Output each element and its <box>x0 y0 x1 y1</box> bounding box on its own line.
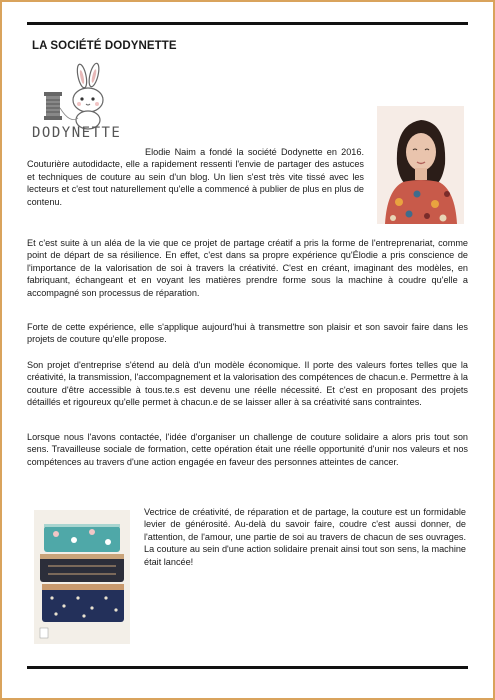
portrait-photo <box>377 106 464 224</box>
paragraph-generosity: Vectrice de créativité, de réparation et de partage, la couture est un formidable levier de générosité. Au-delà du savoir faire, coudre c'est aussi donner, de l'attention, de l'amour, une partie de soi au travers de chacun de ses ouvrages. La couture au sein d'une action solidaire prenait ainsi tout son sens, la machine était lancée! <box>144 507 466 567</box>
page-title: LA SOCIÉTÉ DODYNETTE <box>32 40 177 52</box>
sewn-bags-photo <box>34 510 130 644</box>
paragraph-challenge: Lorsque nous l'avons contactée, l'idée d'organiser un challenge de couture solidaire a alors pris tout son sens. Travailleuse sociale de formation, cette opération était une réelle opportunité d'unir nos valeurs et nos compétences au travers d'une action engagée en faveur des personnes atteintes de cancer. <box>27 432 468 467</box>
paragraph-intro: Elodie Naim a fondé la société Dodynette en 2016. Couturière autodidacte, elle a rapidement ressenti l'envie de partager des astuces et techniques de couture au sein d'un blog. Un lien s'est très vite tissé avec les lecteurs et c'est tout naturellement qu'elle a commencé à publier de plus en plus de contenu. <box>27 147 364 207</box>
bottom-rule <box>27 666 468 669</box>
paragraph-experience: Forte de cette expérience, elle s'applique aujourd'hui à transmettre son plaisir et son savoir faire dans les projets de couture qu'elle propose. <box>27 322 468 345</box>
top-rule <box>27 22 468 25</box>
paragraph-resilience: Et c'est suite à un aléa de la vie que ce projet de partage créatif a pris la forme de l'entreprenariat, comme point de départ de sa résilience. En effet, c'est dans sa propre expérience qu'Élodie a pris conscience de l'importance de la valorisation de soi à travers la créativité. C'est en créant, imaginant des modèles, en fabriquant, échangeant et en voyant les matières prendre forme sous la machine à coudre qu'elle a accompagné son processus de réparation. <box>27 238 468 298</box>
paragraph-project: Son projet d'entreprise s'étend au delà d'un modèle économique. Il porte des valeurs fortes telles que la créativité, la transmission, l'accompagnement et la valorisation des compétences de chacun.e. Permettre à la couture d'être accessible à tous.te.s est devenu une réelle nécessité. Et c'est en proposant des projets détaillés et rigoureux qu'elle permet à chacun.e de se laisser aller à sa créativité sans contraintes. <box>27 360 468 408</box>
logo-wordmark: DODYNETTE <box>32 125 122 141</box>
